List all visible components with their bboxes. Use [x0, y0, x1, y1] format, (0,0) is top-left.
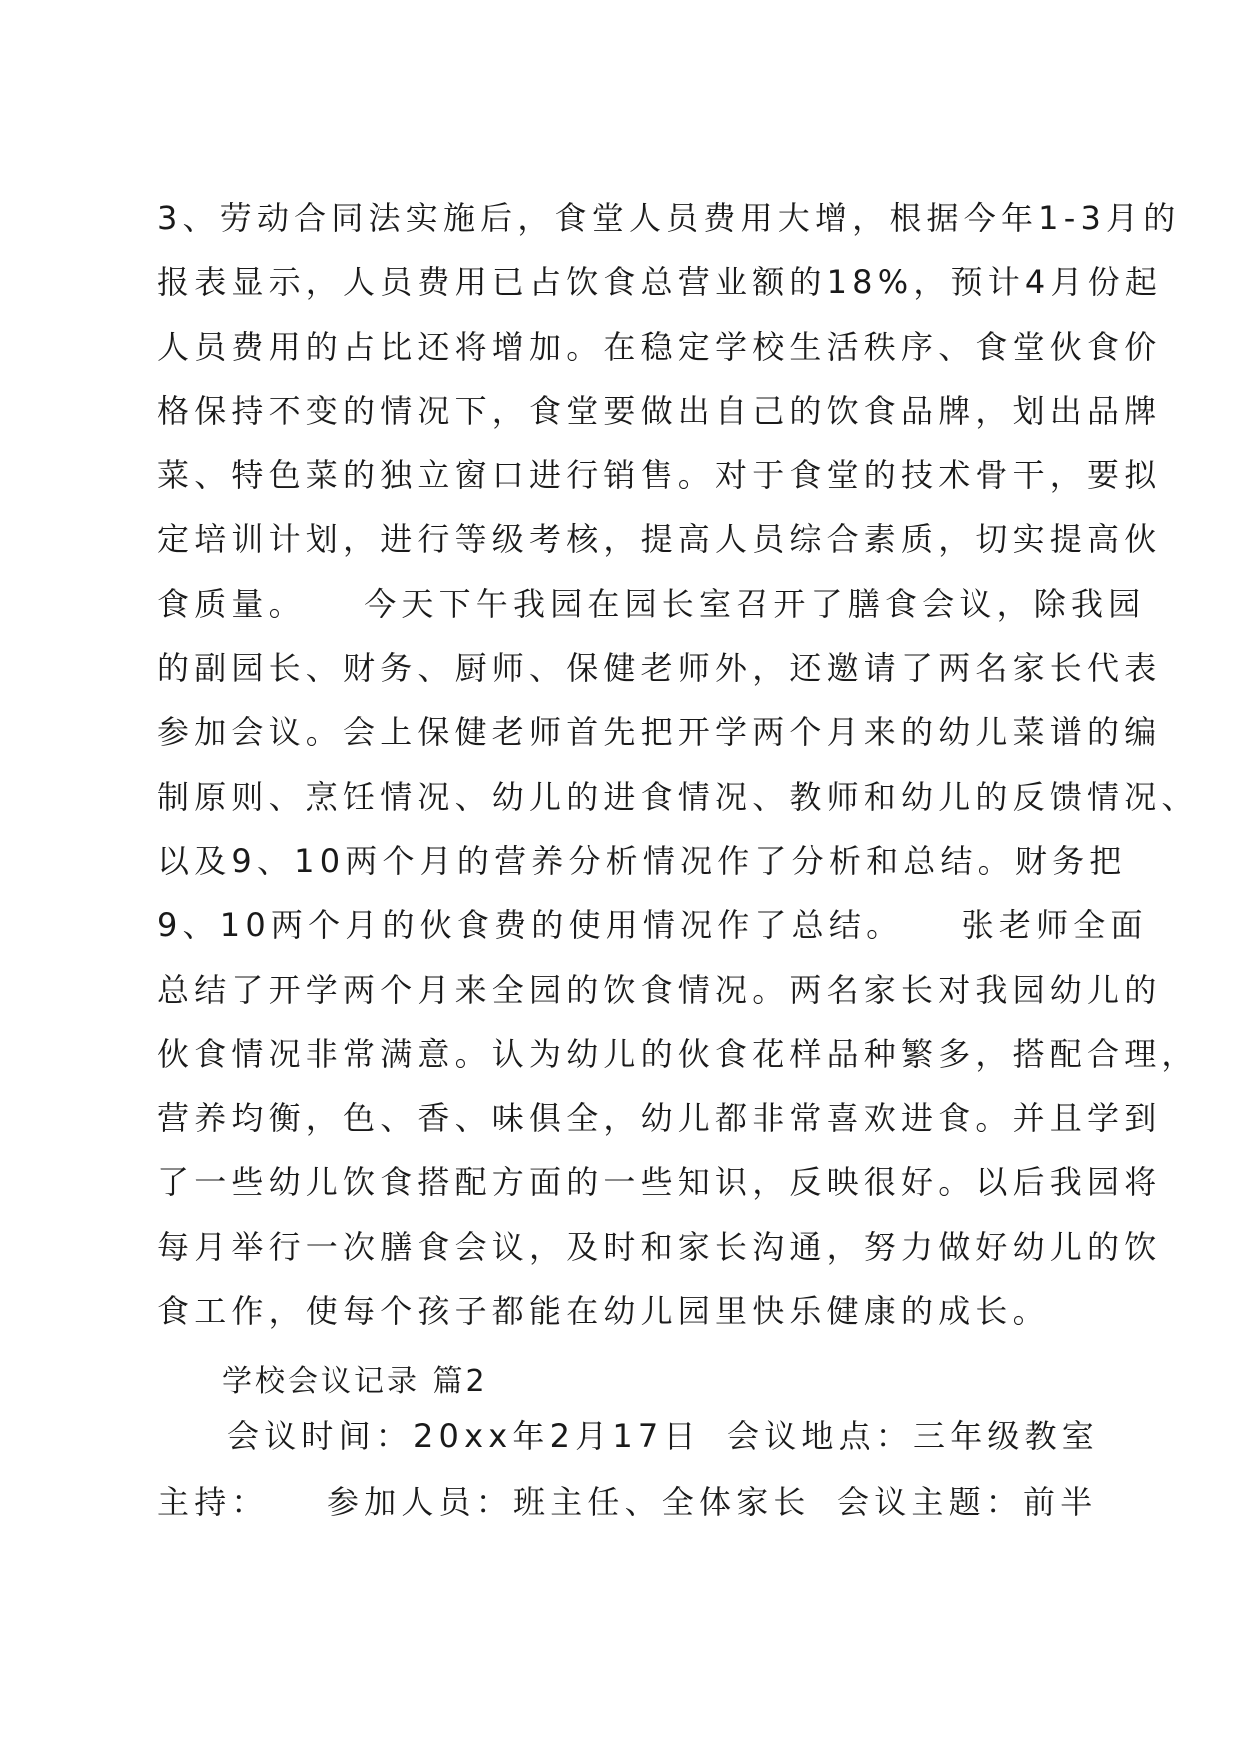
paragraph-line: 营养均衡，色、香、味俱全，幼儿都非常喜欢进食。并且学到: [157, 1099, 1162, 1138]
paragraph-line: 以及9、10两个月的营养分析情况作了分析和总结。财务把: [157, 841, 1127, 880]
meeting-attendees: 参加人员：班主任、全体家长: [327, 1483, 811, 1521]
paragraph-line: 食质量。 今天下午我园在园长室召开了膳食会议，除我园: [157, 584, 1146, 623]
paragraph-line: 9、10两个月的伙食费的使用情况作了总结。 张老师全面: [157, 906, 1148, 945]
paragraph-line: 制原则、烹饪情况、幼儿的进食情况、教师和幼儿的反馈情况、: [157, 777, 1199, 816]
meeting-host: 主持：: [157, 1483, 269, 1521]
section-title: 学校会议记录 篇2: [222, 1364, 488, 1399]
paragraph-line: 的副园长、财务、厨师、保健老师外，还邀请了两名家长代表: [157, 649, 1162, 688]
paragraph-line: 总结了开学两个月来全园的饮食情况。两名家长对我园幼儿的: [157, 970, 1162, 1009]
paragraph-line: 人员费用的占比还将增加。在稳定学校生活秩序、食堂伙食价: [157, 327, 1162, 366]
body-paragraph: [157, 186, 1199, 1343]
meeting-time: 会议时间：20xx年2月17日: [227, 1417, 701, 1455]
paragraph-line: 定培训计划，进行等级考核，提高人员综合素质，切实提高伙: [157, 520, 1162, 559]
paragraph-line: 格保持不变的情况下，食堂要做出自己的饮食品牌，划出品牌: [157, 391, 1162, 430]
meeting-location: 会议地点：三年级教室: [727, 1417, 1100, 1455]
meeting-time-location-row: [227, 1406, 1100, 1466]
paragraph-line: 菜、特色菜的独立窗口进行销售。对于食堂的技术骨干，要拟: [157, 456, 1162, 495]
meeting-topic: 会议主题：前半: [837, 1483, 1098, 1521]
paragraph-line: 报表显示，人员费用已占饮食总营业额的18%，预计4月份起: [157, 263, 1163, 302]
paragraph-line: 了一些幼儿饮食搭配方面的一些知识，反映很好。以后我园将: [157, 1163, 1162, 1202]
paragraph-line: 3、劳动合同法实施后，食堂人员费用大增，根据今年1-3月的: [157, 199, 1181, 237]
paragraph-line: 每月举行一次膳食会议，及时和家长沟通，努力做好幼儿的饮: [157, 1227, 1162, 1266]
paragraph-line: 参加会议。会上保健老师首先把开学两个月来的幼儿菜谱的编: [157, 713, 1162, 752]
paragraph-line: 食工作，使每个孩子都能在幼儿园里快乐健康的成长。: [157, 1292, 1050, 1331]
paragraph-line: 伙食情况非常满意。认为幼儿的伙食花样品种繁多，搭配合理，: [157, 1034, 1199, 1073]
